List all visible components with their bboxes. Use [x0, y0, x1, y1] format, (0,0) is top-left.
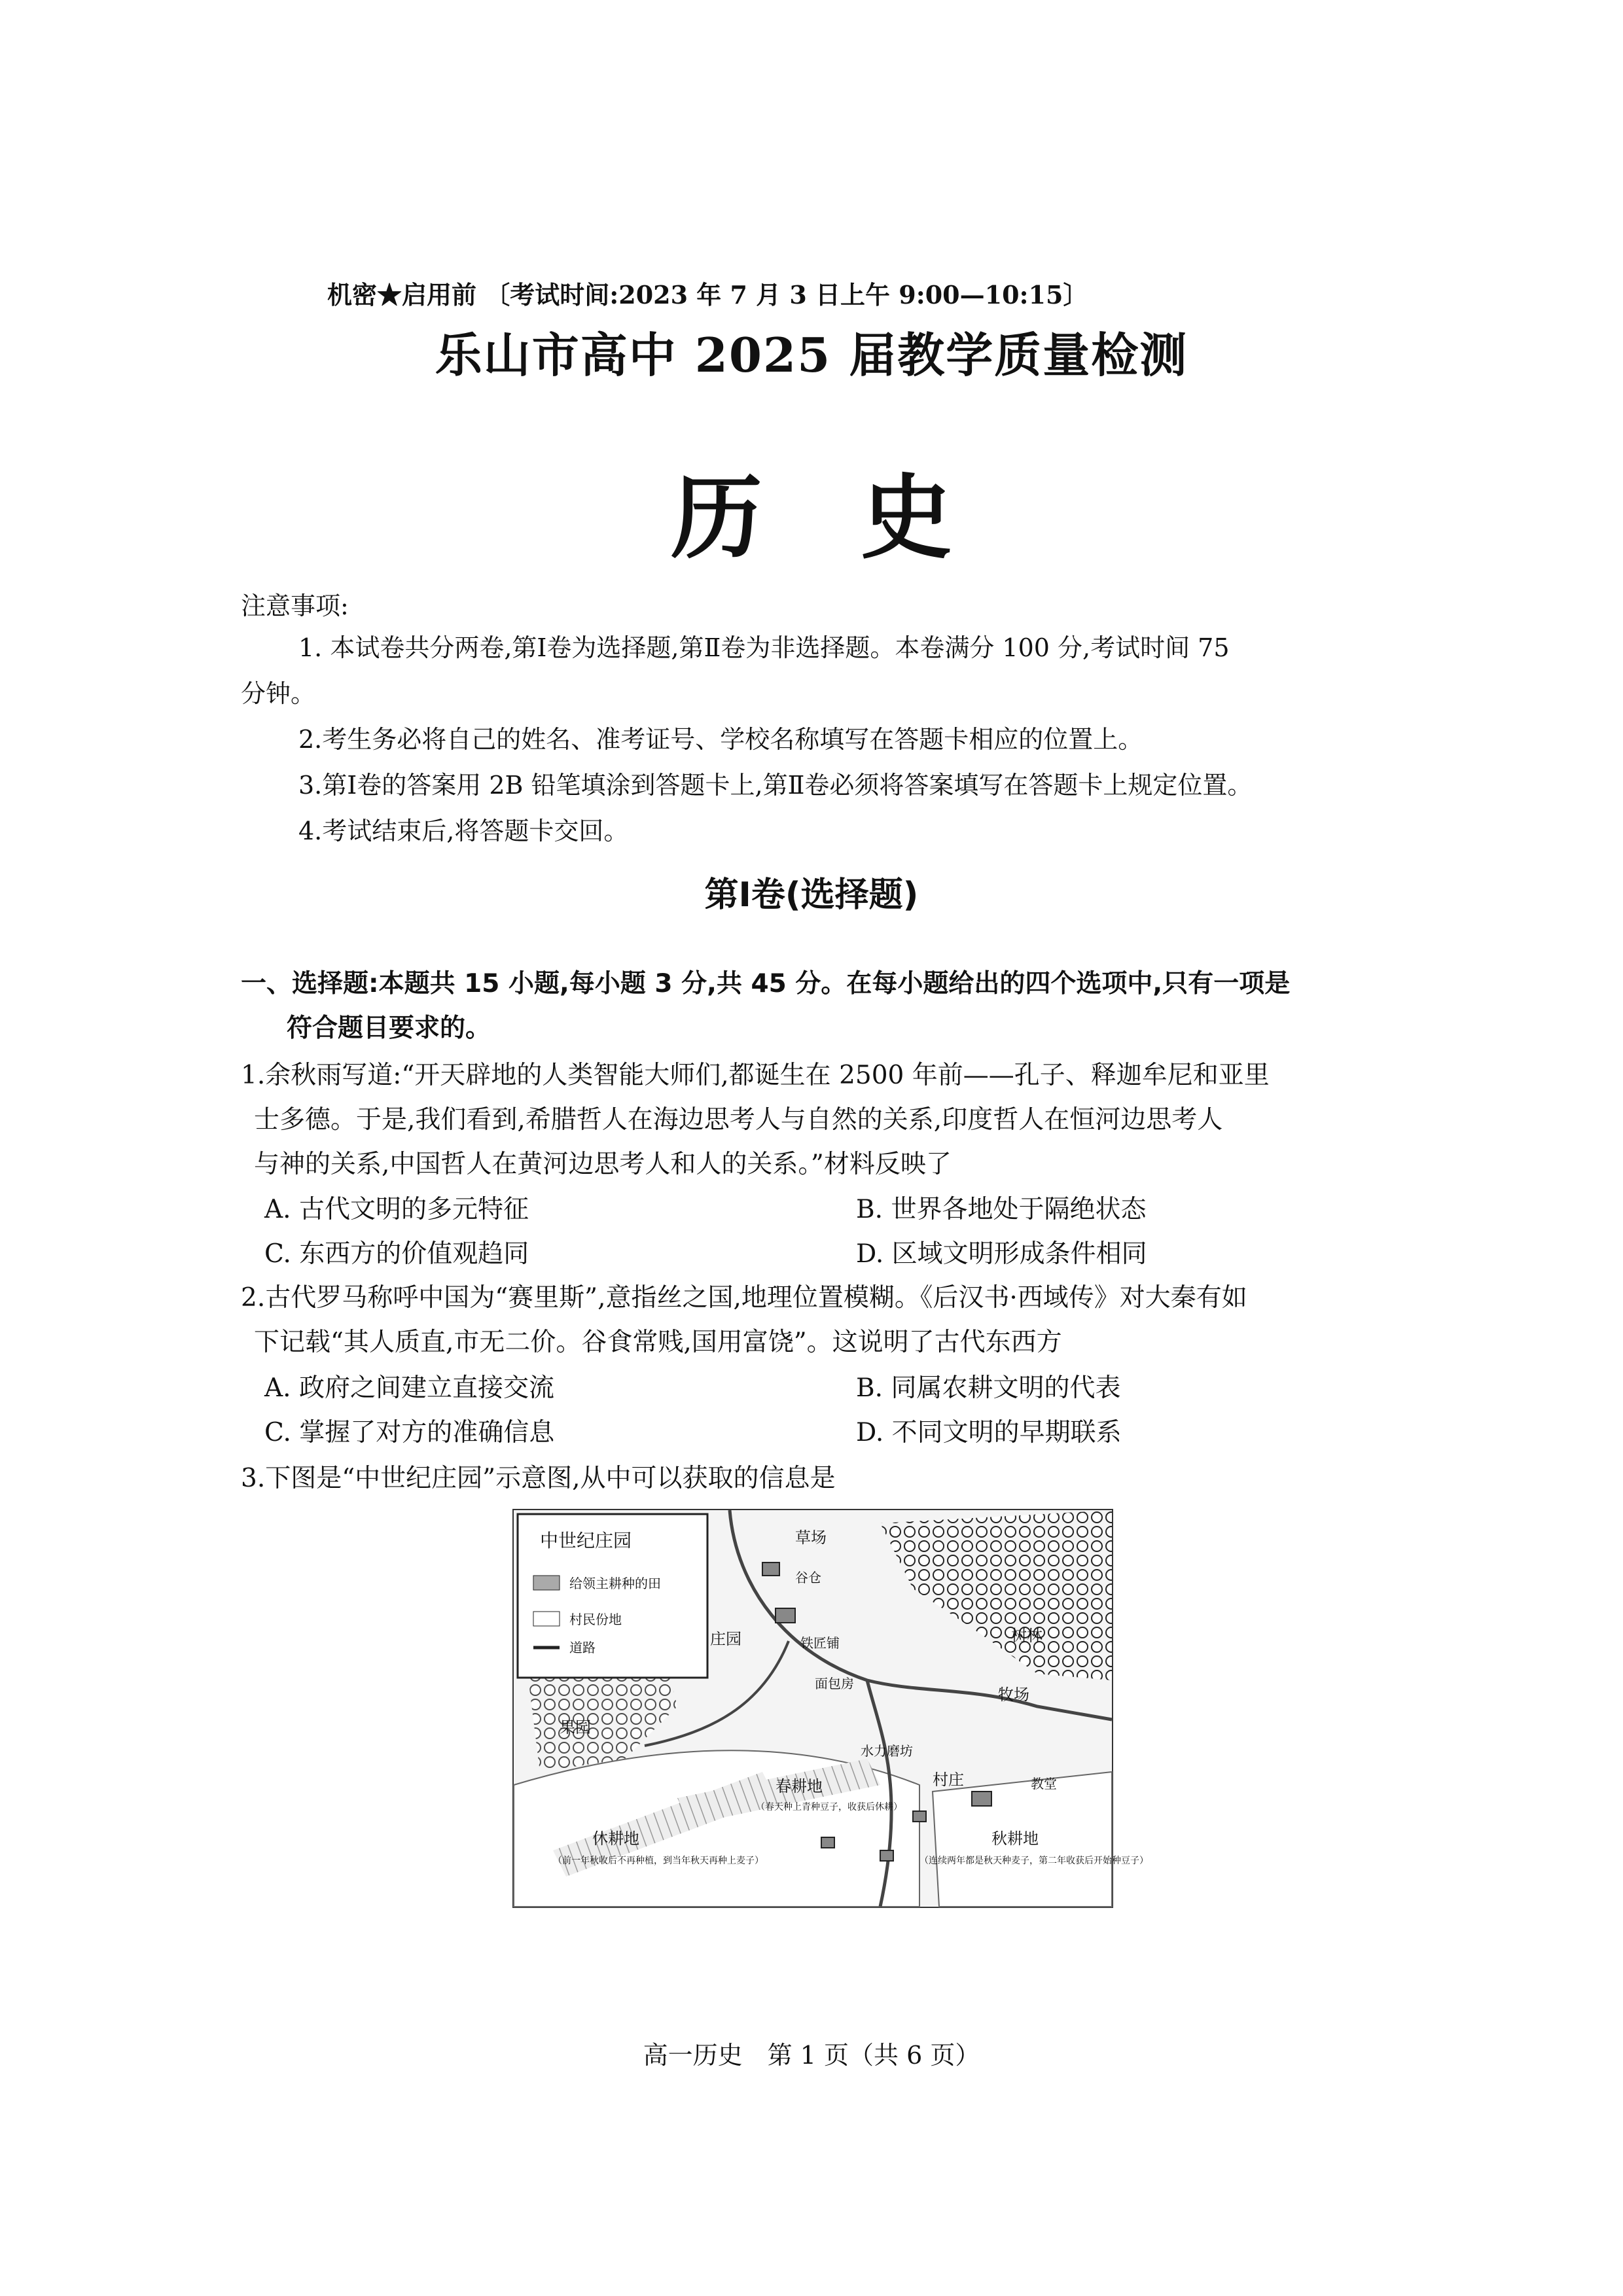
legend-title: 中世纪庄园	[540, 1530, 632, 1551]
option-c: C. 东西方的价值观趋同	[264, 1239, 529, 1269]
option-a: A. 古代文明的多元特征	[264, 1195, 529, 1224]
question-1	[241, 1053, 1399, 1187]
label-woods: 树林	[1011, 1627, 1043, 1645]
section-title: 第Ⅰ卷(选择题)	[704, 875, 919, 915]
option-a: A. 政府之间建立直接交流	[264, 1373, 554, 1403]
label-spring-note: （春天种上青种豆子，收获后休耕）	[756, 1802, 902, 1812]
legend-item: 道路	[569, 1640, 596, 1655]
option-b: B. 世界各地处于隔绝状态	[856, 1195, 1147, 1224]
notice-item: 2.考生务必将自己的姓名、准考证号、学校名称填写在答题卡相应的位置上。	[298, 725, 1143, 754]
exam-header: 机密★启用前 〔考试时间:2023 年 7 月 3 日上午 9:00—10:15〕	[327, 280, 1088, 309]
question-line: 1.余秋雨写道:“开天辟地的人类智能大师们,都诞生在 2500 年前——孔子、释迦牟尼和亚里	[241, 1061, 1270, 1090]
page-footer: 高一历史 第 1 页（共 6 页）	[643, 2041, 980, 2070]
notice-item: 4.考试结束后,将答题卡交回。	[298, 817, 629, 845]
option-d: D. 区域文明形成条件相同	[856, 1239, 1147, 1269]
question-line: 与神的关系,中国哲人在黄河边思考人和人的关系。”材料反映了	[254, 1150, 952, 1179]
option-c: C. 掌握了对方的准确信息	[264, 1418, 555, 1447]
label-spring: 春耕地	[776, 1777, 823, 1795]
question-line: 下记载“其人质直,市无二价。谷食常贱,国用富饶”。这说明了古代东西方	[254, 1328, 1062, 1357]
option-d: D. 不同文明的早期联系	[856, 1418, 1122, 1447]
label-orchard: 果园	[560, 1718, 591, 1737]
notice-heading: 注意事项:	[241, 592, 349, 620]
question-1-options	[241, 1188, 1399, 1277]
question-line: 士多德。于是,我们看到,希腊哲人在海边思考人与自然的关系,印度哲人在恒河边思考人	[254, 1105, 1223, 1135]
manor-map-svg	[514, 1510, 1149, 1907]
label-village: 村庄	[933, 1771, 964, 1789]
legend-item: 村民份地	[569, 1612, 622, 1627]
label-autumn-note: （连续两年都是秋天种麦子，第二年收获后开始种豆子）	[919, 1856, 1149, 1866]
label-granary: 谷仓	[795, 1570, 821, 1585]
option-b: B. 同属农耕文明的代表	[856, 1373, 1121, 1403]
part-instructions-line: 一、选择题:本题共 15 小题,每小题 3 分,共 45 分。在每小题给出的四个选项中,只有一项是	[241, 969, 1291, 998]
label-pasture: 草场	[795, 1528, 827, 1547]
notice-item: 1. 本试卷共分两卷,第Ⅰ卷为选择题,第Ⅱ卷为非选择题。本卷满分 100 分,考试时间 75	[298, 633, 1230, 662]
label-bakery: 面包房	[815, 1676, 854, 1691]
question-2-options	[241, 1366, 1399, 1455]
notice-item: 分钟。	[241, 679, 316, 708]
manor-map	[512, 1509, 1149, 1908]
question-line: 3.下图是“中世纪庄园”示意图,从中可以获取的信息是	[241, 1464, 836, 1493]
notice-list	[241, 625, 1399, 854]
subject-title: 历史	[670, 465, 1050, 572]
legend-item: 给领主耕种的田	[569, 1576, 661, 1591]
part-instructions	[241, 962, 1399, 1051]
question-2	[241, 1276, 1399, 1365]
question-3	[241, 1457, 1399, 1501]
label-grazing: 牧场	[998, 1686, 1029, 1704]
exam-title: 乐山市高中 2025 届教学质量检测	[435, 327, 1188, 383]
label-smithy: 铁匠铺	[800, 1635, 840, 1651]
label-autumn: 秋耕地	[991, 1829, 1039, 1848]
question-line: 2.古代罗马称呼中国为“赛里斯”,意指丝之国,地理位置模糊。《后汉书·西域传》对大秦有如	[241, 1283, 1247, 1313]
label-fallow: 休耕地	[592, 1829, 639, 1848]
notice-item: 3.第Ⅰ卷的答案用 2B 铅笔填涂到答题卡上,第Ⅱ卷必须将答案填写在答题卡上规定位置。	[298, 771, 1253, 800]
label-church: 教堂	[1031, 1776, 1057, 1792]
part-instructions-line: 符合题目要求的。	[287, 1014, 491, 1043]
label-manor: 庄园	[710, 1630, 741, 1648]
label-fallow-note: （前一年秋收后不再种植，到当年秋天再种上麦子）	[553, 1856, 764, 1866]
label-mill: 水力磨坊	[861, 1743, 913, 1759]
